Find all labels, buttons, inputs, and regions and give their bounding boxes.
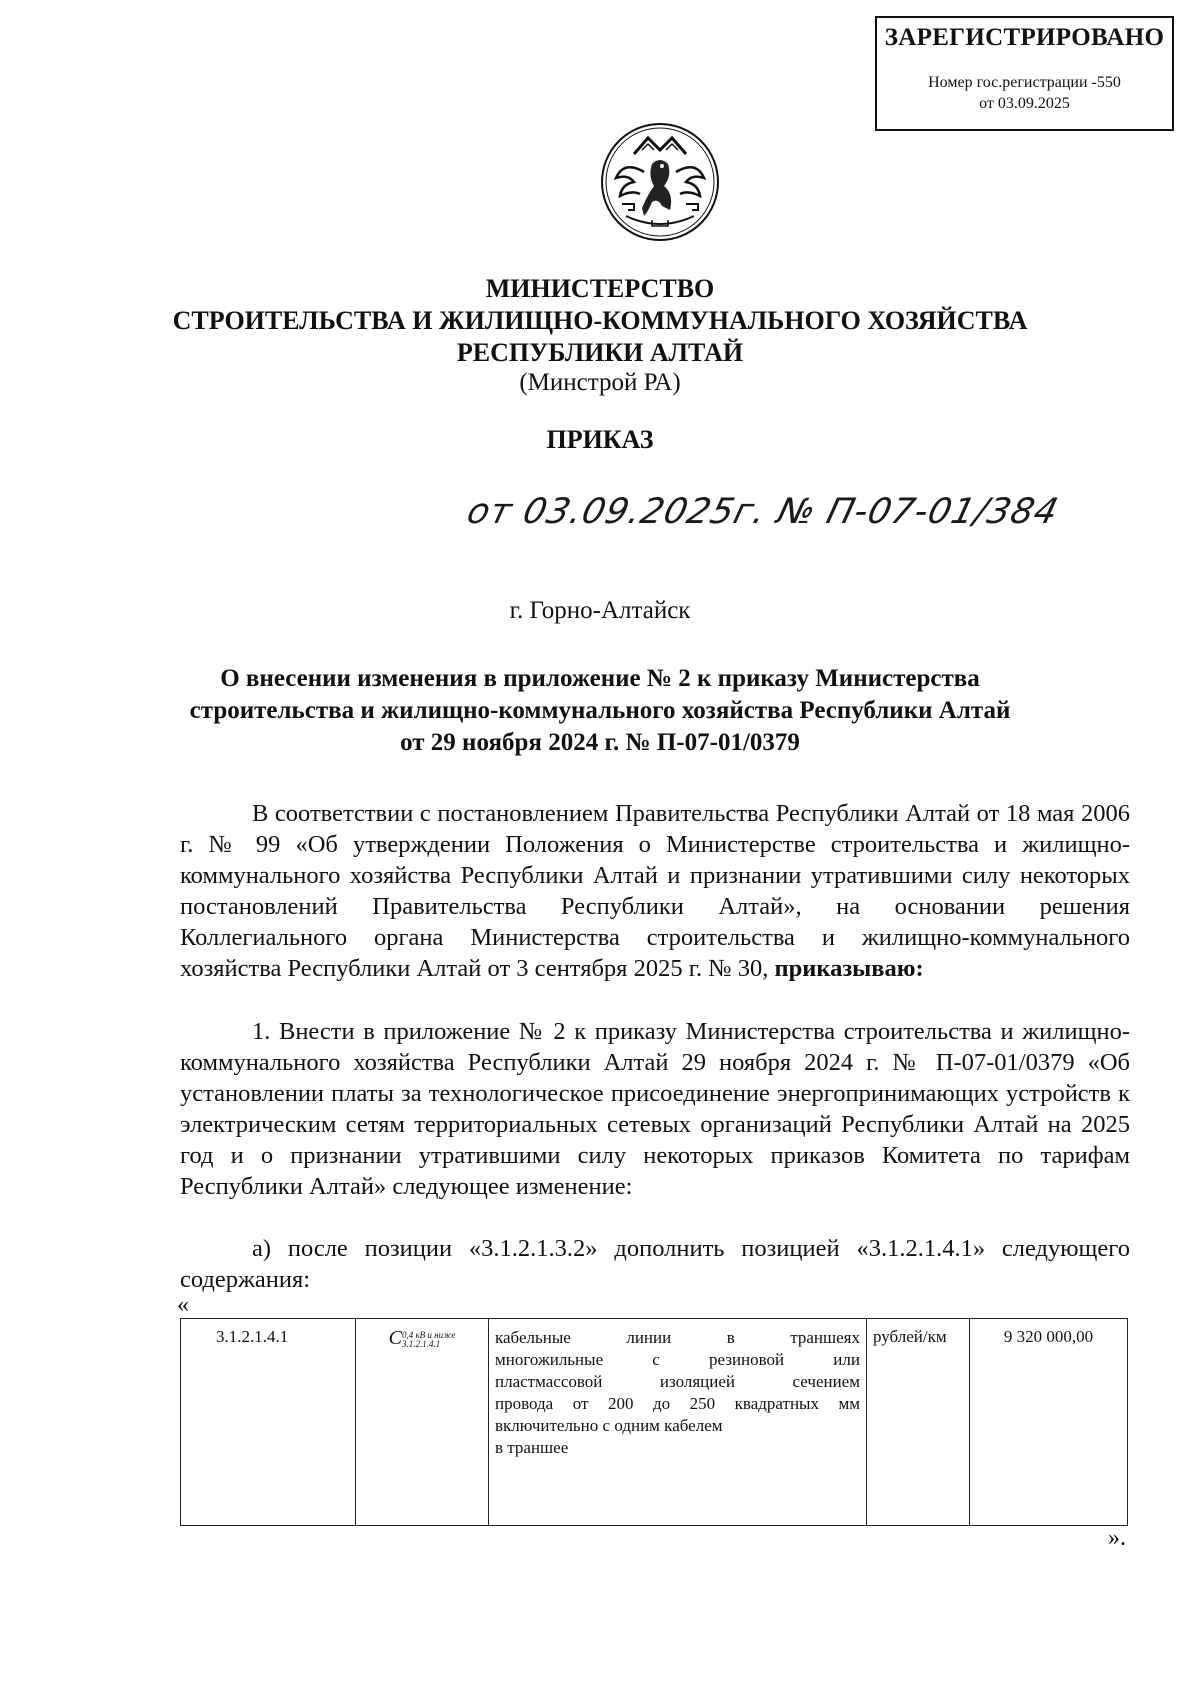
order-subject (180, 663, 1020, 759)
subject-line-3: от 29 ноября 2024 г. № П-07-01/0379 (400, 729, 800, 756)
tariff-table (180, 1318, 1128, 1526)
code-symbol: C (388, 1327, 402, 1349)
subject-line-1: О внесении изменения в приложение № 2 к приказу Министерства (220, 665, 980, 692)
registration-stamp (875, 16, 1174, 131)
table-row (181, 1319, 1128, 1526)
ministry-abbreviation: (Минстрой РА) (519, 369, 681, 396)
ministry-line-3: РЕСПУБЛИКИ АЛТАЙ (456, 338, 744, 367)
description-line: провода от 200 до 250 квадратных мм (495, 1394, 860, 1413)
item-1a-paragraph: а) после позиции «3.1.2.1.3.2» дополнить позицией «3.1.2.1.4.1» следующего содержания: (180, 1235, 1130, 1293)
ministry-line-1: МИНИСТЕРСТВО (485, 274, 715, 303)
subject-line-2: строительства и жилищно-коммунального хозяйства Республики Алтай (189, 697, 1011, 724)
code-subscript: 3.1.2.1.4.1 (401, 1339, 441, 1350)
description-line: кабельные линии в траншеях (495, 1328, 860, 1347)
value-cell: 9 320 000,00 (970, 1319, 1128, 1526)
description-line: в траншее (495, 1438, 569, 1457)
description-line: пластмассовой изоляцией сечением (495, 1372, 860, 1391)
stamp-reg-number: Номер гос.регистрации -550 (928, 74, 1121, 91)
open-quote: « (177, 1292, 189, 1318)
close-quote: ». (1108, 1525, 1126, 1551)
description-line: включительно с одним кабелем (495, 1416, 723, 1435)
description-cell (489, 1319, 867, 1526)
ministry-line-2: СТРОИТЕЛЬСТВА И ЖИЛИЩНО-КОММУНАЛЬНОГО ХОЗЯЙСТВА (172, 306, 1028, 335)
stamp-reg-date: от 03.09.2025 (979, 95, 1070, 112)
ministry-name (0, 273, 1200, 369)
position-cell: 3.1.2.1.4.1 (181, 1319, 356, 1526)
order-word: приказываю: (774, 955, 924, 982)
code-cell (356, 1319, 489, 1526)
description-line: многожильные с резиновой или (495, 1350, 860, 1369)
preamble-paragraph (180, 798, 1130, 984)
handwritten-date-number (463, 492, 1063, 552)
stamp-title: ЗАРЕГИСТРИРОВАНО (884, 24, 1165, 51)
coat-of-arms-icon (598, 120, 722, 245)
code-superscript: 0,4 кВ и ниже (401, 1330, 456, 1341)
city: г. Горно-Алтайск (509, 597, 691, 624)
order-title: ПРИКАЗ (546, 425, 654, 454)
handwritten-text: от 03.09.2025г. № П-07-01/384 (463, 492, 1063, 532)
preamble-text: В соответствии с постановлением Правительства Республики Алтай от 18 мая 2006 г. № 99 «Об утверждении Положения о Министерстве строительства и жилищно-коммунального хозяйства Республики Алтай и признании утратившими силу некоторых постановлений Правительства Республики Алтай», на основании решения Коллегиального органа Министерства строительства и жилищно-коммунального хозяйства Республики Алтай от 3 сентября 2025 г. № 30, (180, 800, 1130, 982)
item-1-paragraph: 1. Внести в приложение № 2 к приказу Министерства строительства и жилищно-коммунального хозяйства Республики Алтай 29 ноября 2024 г. № П-07-01/0379 «Об установлении платы за технологическое присоединение энергопринимающих устройств к электрическим сетям территориальных сетевых организаций Республики Алтай на 2025 год и о признании утратившими силу некоторых приказов Комитета по тарифам Республики Алтай» следующее изменение: (180, 1018, 1130, 1200)
unit-cell: рублей/км (867, 1319, 970, 1526)
